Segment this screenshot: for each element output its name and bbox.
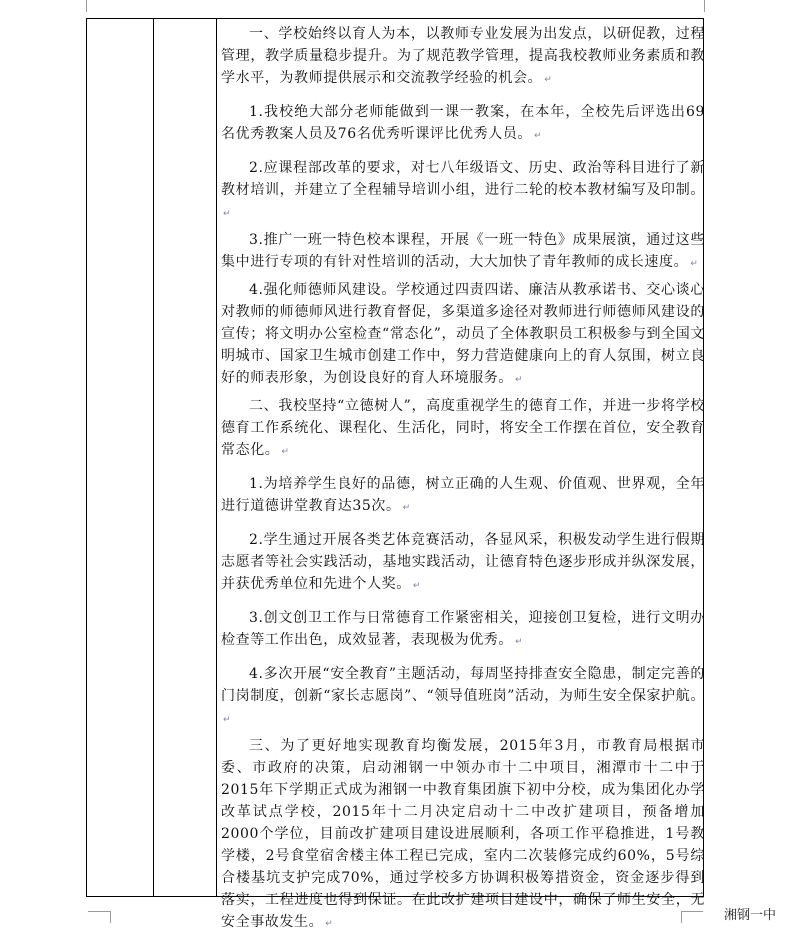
paragraph-mark-icon: ↵ [690, 259, 698, 269]
paragraph-mark-icon: ↵ [544, 75, 552, 85]
paragraph-section-3: 三、为了更好地实现教育均衡发展，2015年3月，市教育局根据市委、市政府的决策，启动湘钢一中领办市十二中项目，湘潭市十二中于2015年下学期正式成为湘钢一中教育集团旗下初中分校，成为集团化办学改革试点学校，2015年十二月决定启动十二中改扩建项目，预备增加2000个学位，目前改扩建项目建设进展顺利，各项工作平稳推进，1号教学楼，2号食堂宿舍楼主体工程已完成，室内二次装修完成约60%，5号综合楼基坑支护完成70%，通过学校多方协调积极筹措资金，资金逐步得到落实，工程进度也得到保证。在此改扩建项目建设中，确保了师生安全，无安全事故发生。 ↵ [221, 738, 705, 930]
footer-school-name: 湘钢一中 [724, 908, 777, 923]
paragraph-item: 4.多次开展“安全教育”主题活动，每周坚持排查安全隐患，制定完善的门岗制度，创新“家长志愿岗”、“领导值班岗”活动，为师生安全保家护航。↵ [221, 666, 705, 725]
crop-mark-top-left [86, 0, 87, 12]
paragraph-item: 2.应课程部改革的要求，对七八年级语文、历史、政治等科目进行了新教材培训，并建立了全程辅导培训小组，进行二轮的校本教材编写及印制。↵ [221, 160, 705, 219]
paragraph-section-2: 二、我校坚持“立德树人”，高度重视学生的德育工作，并进一步将学校德育工作系统化、课程化、生活化，同时，将安全工作摆在首位，安全教育常态化。 ↵ [221, 398, 705, 458]
paragraph-item: 1.为培养学生良好的品德，树立正确的人生观、价值观、世界观，全年进行道德讲堂教育达35次。 ↵ [221, 476, 705, 514]
paragraph-item: 3.推广一班一特色校本课程，开展《一班一特色》成果展演，通过这些集中进行专项的有针对性培训的活动，大大加快了青年教师的成长速度。 ↵ [221, 232, 705, 270]
paragraph-item: 1.我校绝大部分老师能做到一课一教案，在本年，全校先后评选出69名优秀教案人员及76名优秀听课评比优秀人员。 ↵ [221, 104, 705, 142]
table-cell-empty-1 [87, 19, 154, 896]
paragraph-mark-icon: ↵ [515, 375, 523, 385]
document-table [86, 18, 705, 930]
crop-mark-top-right [704, 0, 705, 12]
paragraph-mark-icon: ↵ [534, 131, 542, 141]
paragraph-mark-icon: ↵ [412, 581, 421, 591]
table-cell-content [221, 23, 705, 930]
paragraph-item: 4.强化师德师风建设。学校通过四责四诺、廉洁从教承诺书、交心谈心对教师的师德师风进行教育督促，多渠道多途径对教师进行师德师风建设的宣传；将文明办公室检查“常态化”，动员了全体教职员工积极参与到全国文明城市、国家卫生城市创建工作中，努力营造健康向上的育人氛围，树立良好的师表形象，为创设良好的育人环境服务。 ↵ [221, 282, 705, 386]
paragraph-mark-icon: ↵ [281, 447, 289, 457]
paragraph-section-1: 一、学校始终以育人为本，以教师专业发展为出发点，以研促教，过程管理，教学质量稳步提升。为了规范教学管理，提高我校教师业务素质和教学水平，为教师提供展示和交流教学经验的机会。 ↵ [221, 26, 705, 86]
paragraph-item: 2.学生通过开展各类艺体竞赛活动，各显风采，积极发动学生进行假期志愿者等社会实践活动，基地实践活动，让德育特色逐步形成并纵深发展，并获优秀单位和先进个人奖。 ↵ [221, 532, 705, 592]
paragraph-mark-icon: ↵ [223, 209, 231, 219]
paragraph-mark-icon: ↵ [223, 715, 231, 725]
paragraph-mark-icon: ↵ [325, 919, 333, 929]
paragraph-mark-icon: ↵ [402, 503, 411, 513]
crop-mark-bottom-left-v [110, 911, 111, 923]
paragraph-mark-icon: ↵ [515, 637, 523, 647]
paragraph-item: 3.创文创卫工作与日常德育工作紧密相关，迎接创卫复检，进行文明办检查等工作出色，成效显著，表现极为优秀。 ↵ [221, 610, 705, 648]
table-cell-empty-2 [154, 19, 217, 896]
crop-mark-bottom-left-h [88, 911, 110, 912]
